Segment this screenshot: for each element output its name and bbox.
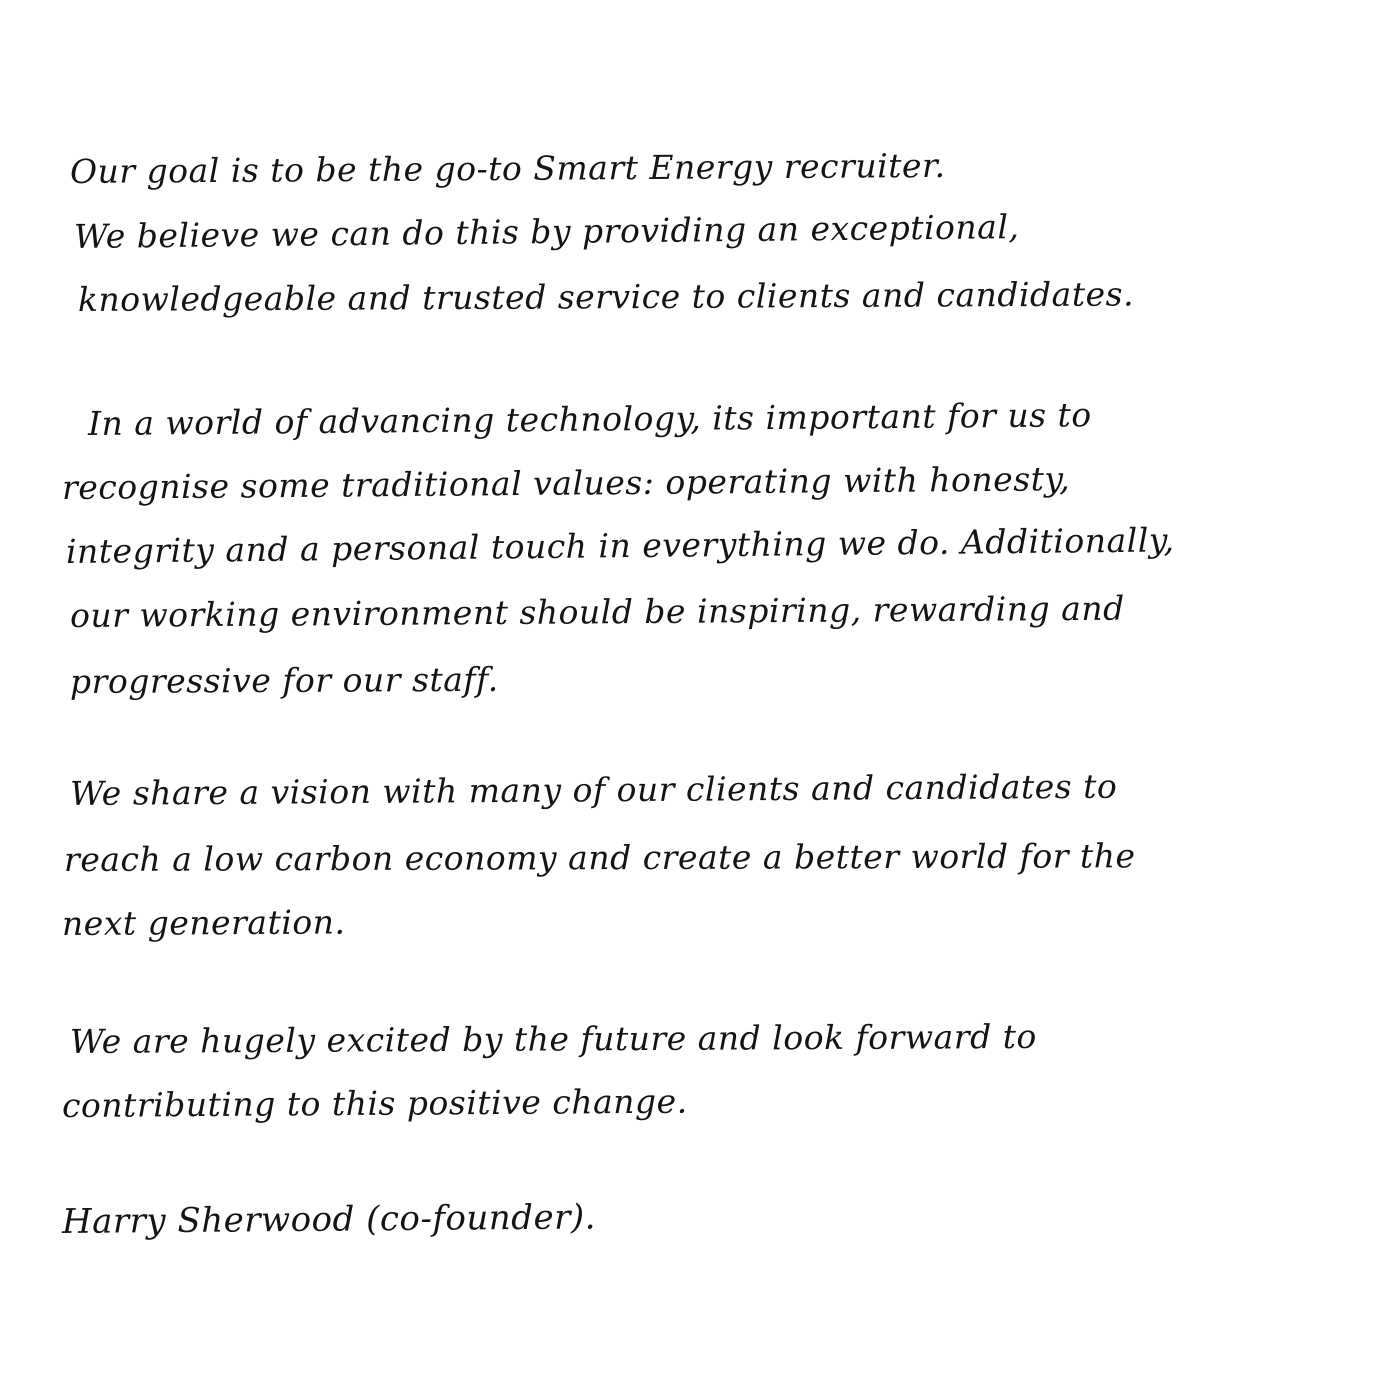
letter-line: Our goal is to be the go-to Smart Energy recruiter. [69, 145, 946, 191]
letter-line: our working environment should be inspiring, rewarding and [69, 588, 1125, 635]
letter-line: We are hugely excited by the future and look forward to [69, 1016, 1037, 1061]
signature: Harry Sherwood (co-founder). [61, 1197, 597, 1242]
letter-line: recognise some traditional values: operating with honesty, [61, 459, 1071, 507]
letter-line: contributing to this positive change. [61, 1081, 688, 1125]
letter-line: progressive for our staff. [69, 659, 499, 701]
letter-line: We share a vision with many of our clients and candidates to [69, 766, 1118, 813]
letter-line: integrity and a personal touch in everything we do. Additionally, [65, 520, 1175, 571]
letter-line: reach a low carbon economy and create a better world for the [63, 836, 1136, 879]
letter-line: next generation. [61, 902, 346, 943]
letter-line: We believe we can do this by providing an exceptional, [73, 207, 1020, 256]
letter-line: In a world of advancing technology, its important for us to [87, 395, 1092, 443]
letter-line: knowledgeable and trusted service to clients and candidates. [77, 274, 1135, 319]
